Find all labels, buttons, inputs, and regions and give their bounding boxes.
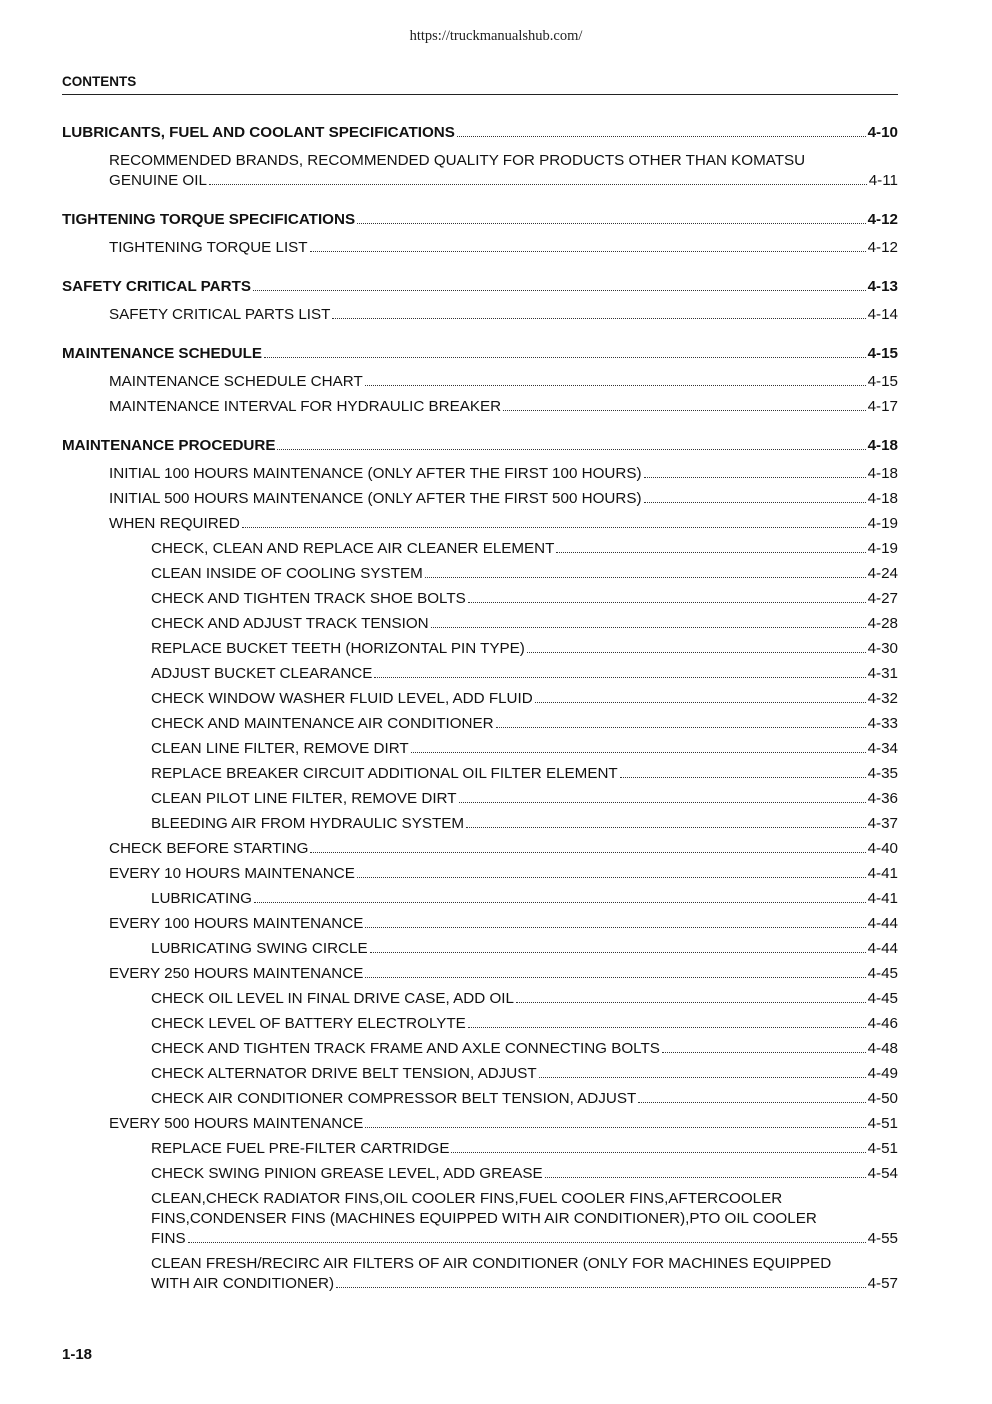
toc-entry	[62, 789, 898, 809]
dot-leader	[468, 1027, 866, 1028]
toc-entry-line	[151, 739, 898, 759]
dot-leader	[425, 577, 866, 578]
dot-leader	[466, 827, 866, 828]
toc-page-ref: 4-30	[867, 640, 898, 657]
toc-entry-title: GENUINE OIL	[109, 172, 207, 189]
toc-entry-title: CHECK SWING PINION GREASE LEVEL, ADD GREASE	[151, 1165, 543, 1182]
toc-entry-title: INITIAL 100 HOURS MAINTENANCE (ONLY AFTER THE FIRST 100 HOURS)	[109, 465, 642, 482]
toc-page-ref: 4-45	[867, 990, 898, 1007]
dot-leader	[365, 977, 865, 978]
toc-page-ref: 4-32	[867, 690, 898, 707]
toc-page-ref: 4-10	[867, 124, 898, 141]
toc-entry-title: CHECK AND MAINTENANCE AIR CONDITIONER	[151, 715, 494, 732]
toc-entry-title-line: CLEAN,CHECK RADIATOR FINS,OIL COOLER FINS,FUEL COOLER FINS,AFTERCOOLER	[151, 1190, 783, 1207]
dot-leader	[644, 477, 866, 478]
toc-entry-title: MAINTENANCE SCHEDULE	[62, 345, 262, 362]
toc-entry-line	[151, 614, 898, 634]
toc-entry-line	[151, 639, 898, 659]
dot-leader	[209, 184, 867, 185]
toc-entry-line	[109, 839, 898, 859]
toc-entry-title: TIGHTENING TORQUE LIST	[109, 239, 308, 256]
toc-entry	[62, 539, 898, 559]
toc-entry-line	[151, 589, 898, 609]
toc-entry	[62, 739, 898, 759]
toc-entry-line	[62, 436, 898, 456]
toc-page-ref: 4-45	[867, 965, 898, 982]
toc-section-heading	[62, 344, 898, 364]
toc-entry-title: CLEAN INSIDE OF COOLING SYSTEM	[151, 565, 423, 582]
toc-entry-line	[151, 1014, 898, 1034]
toc-page-ref: 4-41	[867, 890, 898, 907]
toc-entry-title: CHECK OIL LEVEL IN FINAL DRIVE CASE, ADD OIL	[151, 990, 514, 1007]
toc-entry	[62, 614, 898, 634]
toc-entry-line	[109, 372, 898, 392]
toc-entry-title: LUBRICATING	[151, 890, 252, 907]
toc-entry-line	[109, 464, 898, 484]
toc-entry	[62, 589, 898, 609]
toc-entry-title: SAFETY CRITICAL PARTS	[62, 278, 252, 295]
toc-page-ref: 4-19	[867, 540, 898, 557]
toc-entry-line	[151, 1139, 898, 1159]
dot-leader	[253, 290, 866, 291]
toc-entry-line	[109, 238, 898, 258]
toc-entry-line	[109, 964, 898, 984]
toc-entry-title: WITH AIR CONDITIONER)	[151, 1275, 335, 1292]
toc-entry	[62, 151, 898, 191]
toc-entry	[62, 397, 898, 417]
toc-entry-line	[151, 1274, 898, 1294]
toc-entry-title: CHECK AND TIGHTEN TRACK FRAME AND AXLE CONNECTING BOLTS	[151, 1040, 660, 1057]
toc-entry-line	[151, 989, 898, 1009]
dot-leader	[310, 251, 866, 252]
toc-entry-title: CHECK, CLEAN AND REPLACE AIR CLEANER ELEMENT	[151, 540, 555, 557]
toc-section-heading	[62, 436, 898, 456]
toc-entry-title: MAINTENANCE PROCEDURE	[62, 437, 276, 454]
dot-leader	[277, 449, 865, 450]
toc-entry-title: CHECK AND ADJUST TRACK TENSION	[151, 615, 429, 632]
toc-entry	[62, 238, 898, 258]
dot-leader	[545, 1177, 866, 1178]
toc-page-ref: 4-34	[867, 740, 898, 757]
toc-entry	[62, 664, 898, 684]
toc-entry	[62, 1039, 898, 1059]
toc-section-heading	[62, 210, 898, 230]
dot-leader	[310, 852, 865, 853]
dot-leader	[503, 410, 865, 411]
toc-entry-line	[62, 277, 898, 297]
toc-page-ref: 4-15	[867, 345, 898, 362]
toc-entry	[62, 305, 898, 325]
toc-entry-title: CHECK AND TIGHTEN TRACK SHOE BOLTS	[151, 590, 466, 607]
toc-entry-title: REPLACE BUCKET TEETH (HORIZONTAL PIN TYPE)	[151, 640, 525, 657]
dot-leader	[556, 552, 865, 553]
toc-entry-line	[151, 764, 898, 784]
table-of-contents	[62, 123, 898, 1294]
toc-page-ref: 4-12	[867, 239, 898, 256]
toc-page-ref: 4-13	[867, 278, 898, 295]
dot-leader	[638, 1102, 865, 1103]
toc-entry	[62, 689, 898, 709]
toc-entry-line	[109, 397, 898, 417]
toc-entry	[62, 889, 898, 909]
toc-page-ref: 4-37	[867, 815, 898, 832]
toc-entry-line	[109, 864, 898, 884]
dot-leader	[662, 1052, 866, 1053]
toc-page-ref: 4-50	[867, 1090, 898, 1107]
toc-entry-line	[151, 689, 898, 709]
toc-entry-title: CHECK BEFORE STARTING	[109, 840, 309, 857]
toc-page-ref: 4-28	[867, 615, 898, 632]
toc-page-ref: 4-11	[868, 172, 898, 189]
toc-entry	[62, 814, 898, 834]
toc-entry	[62, 1164, 898, 1184]
toc-page-ref: 4-18	[867, 465, 898, 482]
toc-entry-title: MAINTENANCE SCHEDULE CHART	[109, 373, 363, 390]
toc-entry	[62, 964, 898, 984]
toc-entry-line	[109, 171, 898, 191]
toc-entry	[62, 1064, 898, 1084]
toc-entry-line	[62, 210, 898, 230]
toc-entry-title: BLEEDING AIR FROM HYDRAULIC SYSTEM	[151, 815, 465, 832]
toc-entry	[62, 564, 898, 584]
toc-entry	[62, 864, 898, 884]
toc-entry-title: LUBRICATING SWING CIRCLE	[151, 940, 368, 957]
toc-page-ref: 4-15	[867, 373, 898, 390]
toc-page-ref: 4-40	[867, 840, 898, 857]
dot-leader	[336, 1287, 866, 1288]
toc-page-ref: 4-31	[867, 665, 898, 682]
toc-entry-line	[151, 664, 898, 684]
toc-page-ref: 4-44	[867, 915, 898, 932]
toc-entry	[62, 1254, 898, 1294]
page-header	[62, 74, 898, 95]
toc-entry-title: CLEAN PILOT LINE FILTER, REMOVE DIRT	[151, 790, 457, 807]
toc-entry-line	[109, 305, 898, 325]
toc-page-ref: 4-19	[867, 515, 898, 532]
toc-page-ref: 4-41	[867, 865, 898, 882]
toc-entry-line	[151, 789, 898, 809]
toc-page-ref: 4-51	[867, 1115, 898, 1132]
page-number: 1-18	[62, 1346, 93, 1363]
dot-leader	[468, 602, 866, 603]
toc-entry-title: WHEN REQUIRED	[109, 515, 240, 532]
toc-page-ref: 4-33	[867, 715, 898, 732]
toc-entry	[62, 989, 898, 1009]
toc-entry-line	[151, 564, 898, 584]
dot-leader	[188, 1242, 866, 1243]
toc-entry-title: LUBRICANTS, FUEL AND COOLANT SPECIFICATIONS	[62, 124, 455, 141]
watermark-url: https://truckmanualshub.com/	[409, 28, 583, 44]
toc-entry-title: CHECK AIR CONDITIONER COMPRESSOR BELT TENSION, ADJUST	[151, 1090, 637, 1107]
toc-page-ref: 4-18	[867, 437, 898, 454]
dot-leader	[451, 1152, 865, 1153]
toc-entry-title: CHECK WINDOW WASHER FLUID LEVEL, ADD FLUID	[151, 690, 533, 707]
toc-entry-title: SAFETY CRITICAL PARTS LIST	[109, 306, 331, 323]
dot-leader	[539, 1077, 866, 1078]
toc-page-ref: 4-54	[867, 1165, 898, 1182]
dot-leader	[411, 752, 866, 753]
toc-entry-line	[151, 539, 898, 559]
dot-leader	[644, 502, 866, 503]
toc-entry-title: INITIAL 500 HOURS MAINTENANCE (ONLY AFTER THE FIRST 500 HOURS)	[109, 490, 642, 507]
toc-page-ref: 4-27	[867, 590, 898, 607]
toc-entry	[62, 489, 898, 509]
toc-entry	[62, 464, 898, 484]
toc-page-ref: 4-49	[867, 1065, 898, 1082]
toc-entry-line	[151, 1064, 898, 1084]
toc-entry-line	[62, 123, 898, 143]
toc-page-ref: 4-18	[867, 490, 898, 507]
dot-leader	[365, 385, 866, 386]
toc-page-ref: 4-55	[867, 1230, 898, 1247]
toc-entry	[62, 1089, 898, 1109]
dot-leader	[365, 927, 865, 928]
toc-entry	[62, 1189, 898, 1249]
toc-page-ref: 4-36	[867, 790, 898, 807]
dot-leader	[374, 677, 865, 678]
toc-page-ref: 4-24	[867, 565, 898, 582]
toc-entry-title: MAINTENANCE INTERVAL FOR HYDRAULIC BREAKER	[109, 398, 502, 415]
toc-entry-title-line: RECOMMENDED BRANDS, RECOMMENDED QUALITY FOR PRODUCTS OTHER THAN KOMATSU	[109, 152, 806, 169]
dot-leader	[365, 1127, 865, 1128]
toc-entry-line	[151, 1039, 898, 1059]
toc-entry-title: EVERY 10 HOURS MAINTENANCE	[109, 865, 355, 882]
dot-leader	[254, 902, 866, 903]
toc-page-ref: 4-17	[867, 398, 898, 415]
toc-page-ref: 4-51	[867, 1140, 898, 1157]
toc-entry-line	[151, 1164, 898, 1184]
toc-entry-title-line: CLEAN FRESH/RECIRC AIR FILTERS OF AIR CONDITIONER (ONLY FOR MACHINES EQUIPPED	[151, 1255, 832, 1272]
toc-entry	[62, 714, 898, 734]
toc-page-ref: 4-46	[867, 1015, 898, 1032]
toc-page-ref: 4-48	[867, 1040, 898, 1057]
dot-leader	[357, 877, 866, 878]
dot-leader	[264, 357, 866, 358]
toc-entry-line	[151, 814, 898, 834]
dot-leader	[459, 802, 866, 803]
toc-entry	[62, 1014, 898, 1034]
toc-entry-title: EVERY 500 HOURS MAINTENANCE	[109, 1115, 364, 1132]
dot-leader	[496, 727, 866, 728]
toc-page-ref: 4-12	[867, 211, 898, 228]
toc-entry-title: EVERY 100 HOURS MAINTENANCE	[109, 915, 364, 932]
toc-entry-line	[109, 1114, 898, 1134]
toc-entry-title: FINS	[151, 1230, 186, 1247]
toc-page-ref: 4-57	[867, 1275, 898, 1292]
toc-entry-line	[109, 514, 898, 534]
dot-leader	[535, 702, 866, 703]
toc-entry-title: ADJUST BUCKET CLEARANCE	[151, 665, 373, 682]
toc-entry-line	[109, 914, 898, 934]
toc-entry	[62, 914, 898, 934]
toc-entry	[62, 1139, 898, 1159]
toc-entry-title: CHECK LEVEL OF BATTERY ELECTROLYTE	[151, 1015, 466, 1032]
toc-entry-title: TIGHTENING TORQUE SPECIFICATIONS	[62, 211, 356, 228]
dot-leader	[620, 777, 866, 778]
toc-entry-title: EVERY 250 HOURS MAINTENANCE	[109, 965, 364, 982]
toc-section-heading	[62, 277, 898, 297]
toc-page-ref: 4-14	[867, 306, 898, 323]
toc-entry-line	[151, 939, 898, 959]
toc-entry	[62, 764, 898, 784]
dot-leader	[431, 627, 866, 628]
toc-entry-line	[109, 489, 898, 509]
dot-leader	[527, 652, 866, 653]
toc-entry-line	[151, 889, 898, 909]
header-title: CONTENTS	[62, 74, 137, 89]
toc-entry	[62, 639, 898, 659]
toc-entry	[62, 514, 898, 534]
toc-entry	[62, 1114, 898, 1134]
toc-entry-title: CHECK ALTERNATOR DRIVE BELT TENSION, ADJUST	[151, 1065, 537, 1082]
dot-leader	[457, 136, 866, 137]
toc-entry	[62, 372, 898, 392]
toc-entry-line	[151, 1229, 898, 1249]
dot-leader	[242, 527, 866, 528]
toc-entry-title: REPLACE FUEL PRE-FILTER CARTRIDGE	[151, 1140, 450, 1157]
toc-entry-line	[62, 344, 898, 364]
toc-entry	[62, 839, 898, 859]
toc-section-heading	[62, 123, 898, 143]
dot-leader	[357, 223, 866, 224]
toc-page-ref: 4-44	[867, 940, 898, 957]
toc-page-ref: 4-35	[867, 765, 898, 782]
toc-entry-title: CLEAN LINE FILTER, REMOVE DIRT	[151, 740, 409, 757]
toc-entry-title-line: FINS,CONDENSER FINS (MACHINES EQUIPPED WITH AIR CONDITIONER),PTO OIL COOLER	[151, 1210, 817, 1227]
dot-leader	[370, 952, 866, 953]
toc-entry	[62, 939, 898, 959]
toc-entry-line	[151, 714, 898, 734]
dot-leader	[332, 318, 865, 319]
toc-entry-line	[151, 1089, 898, 1109]
dot-leader	[516, 1002, 866, 1003]
toc-entry-title: REPLACE BREAKER CIRCUIT ADDITIONAL OIL FILTER ELEMENT	[151, 765, 618, 782]
